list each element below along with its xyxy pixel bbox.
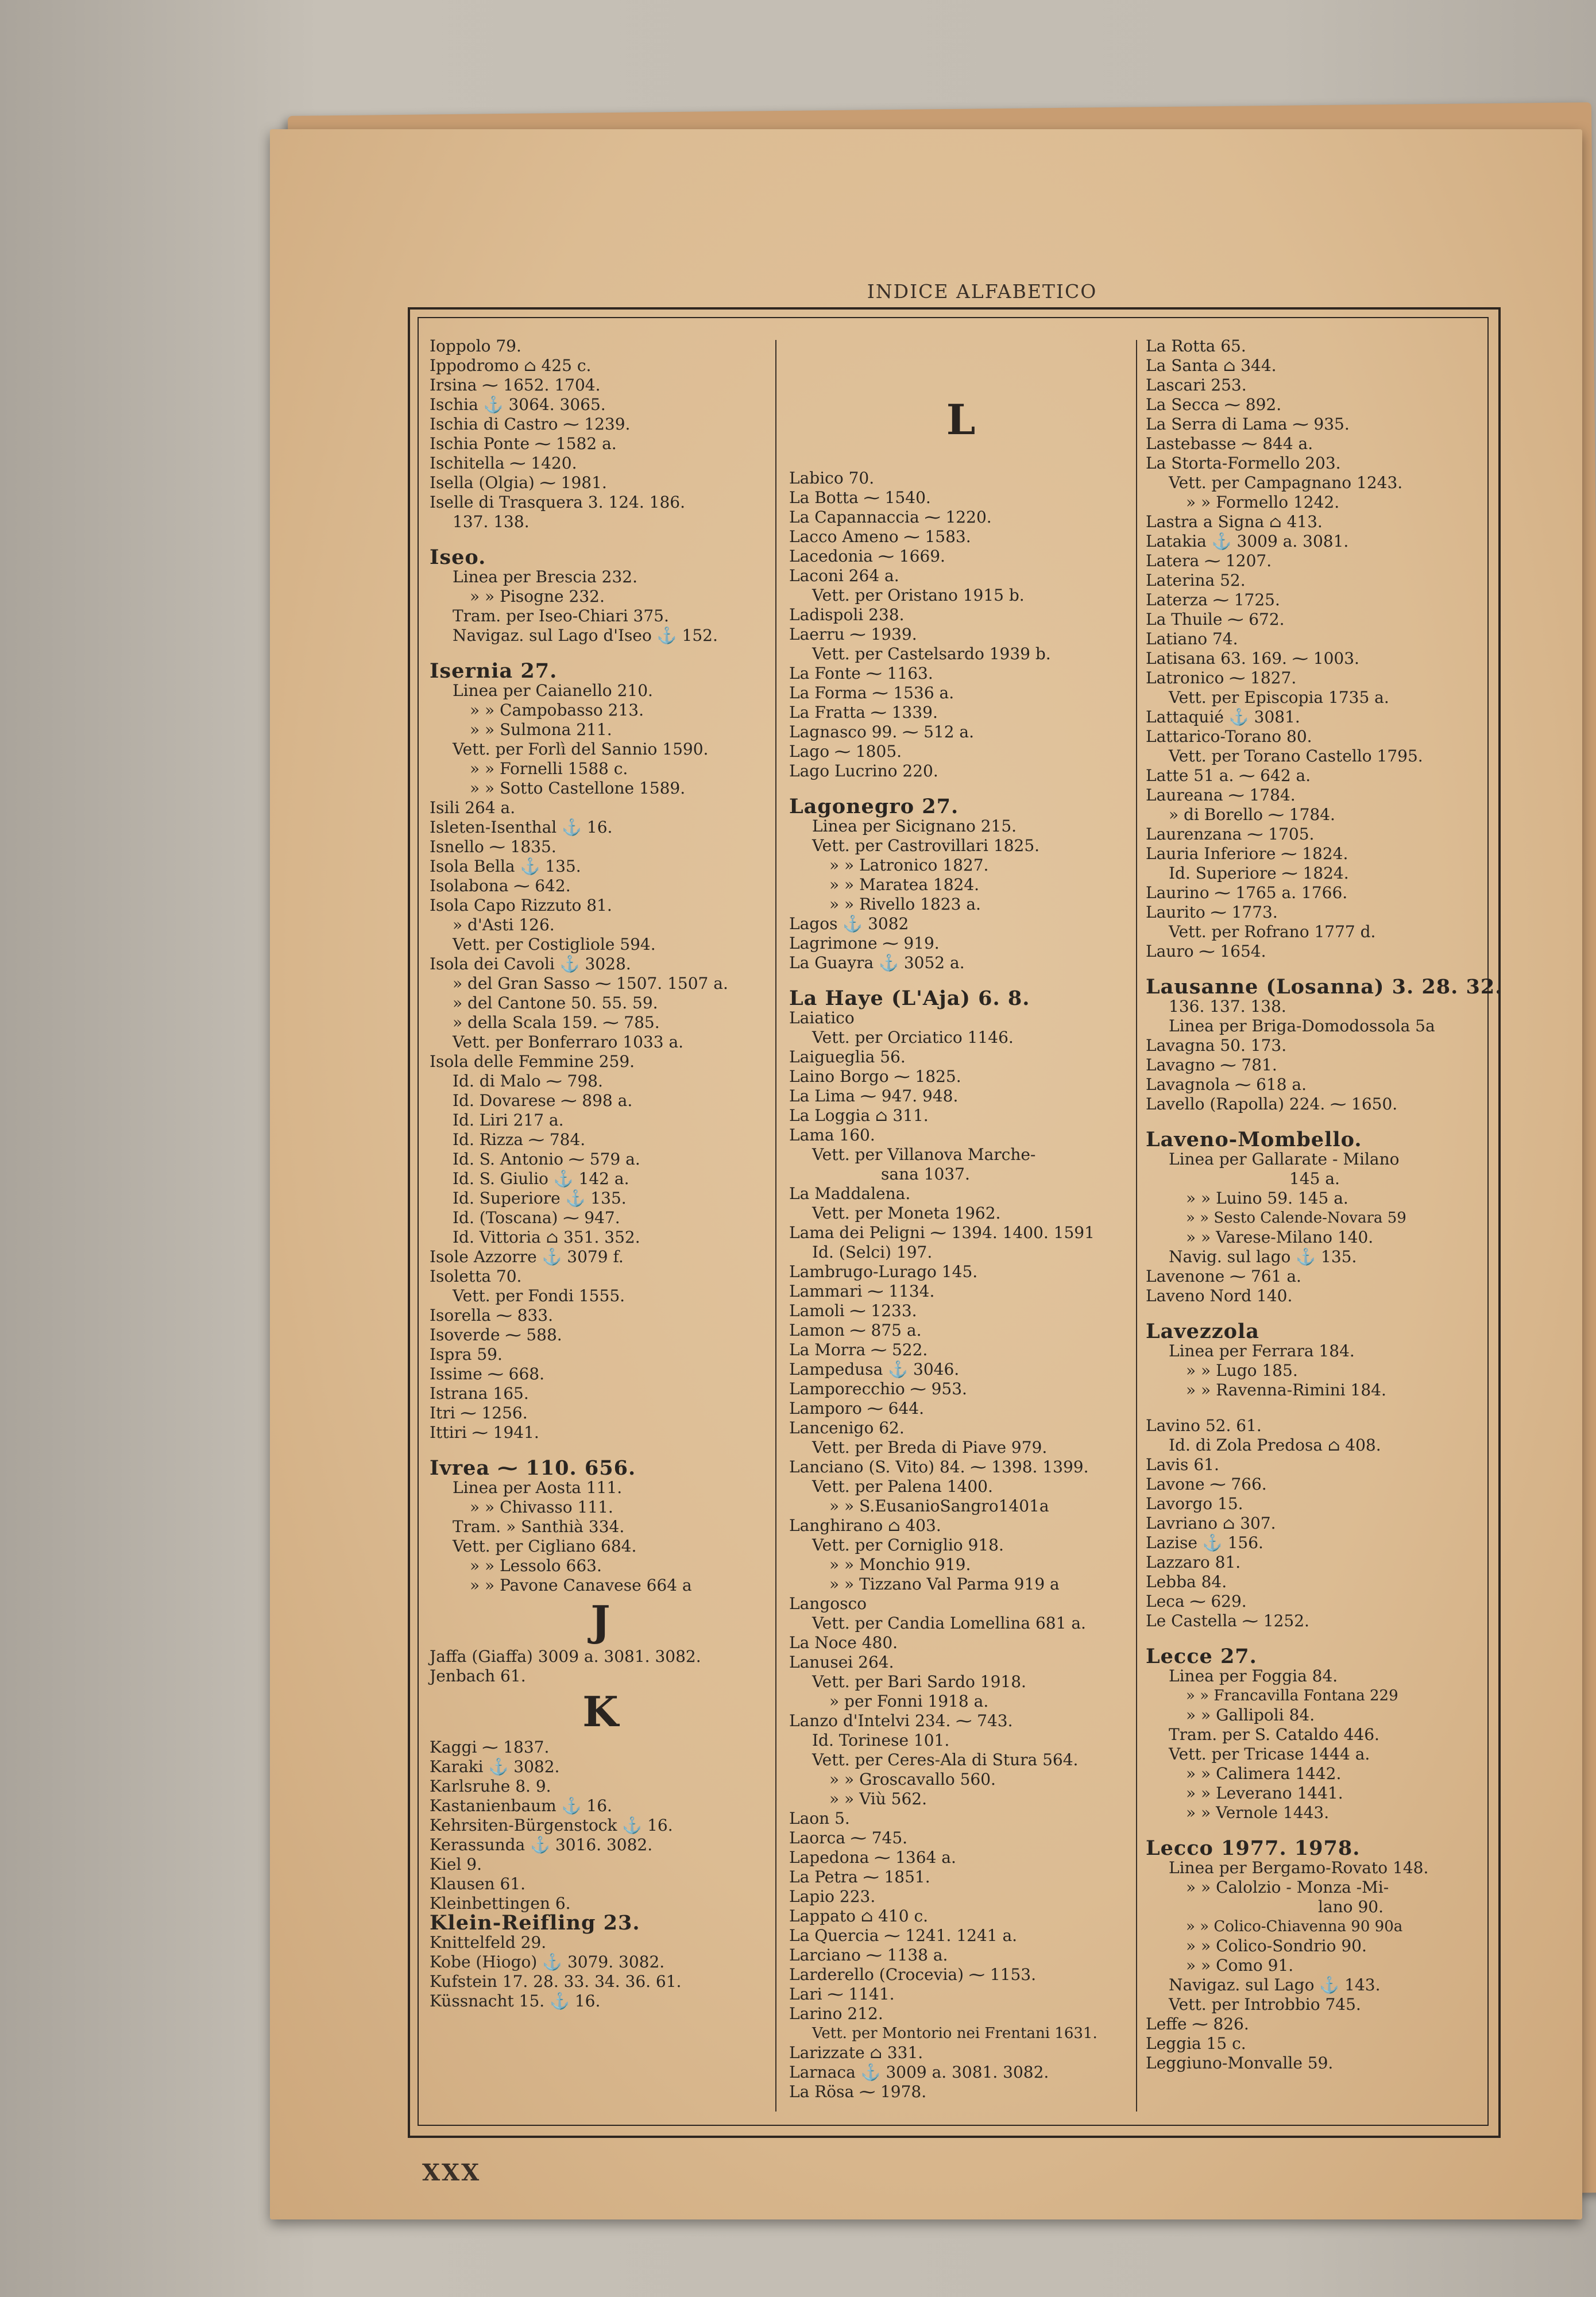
index-entry: Leca ⁓ 629. [1146,1592,1247,1611]
index-entry: La Quercia ⁓ 1241. 1241 a. [789,1926,1018,1945]
index-entry: Laurenzana ⁓ 1705. [1146,825,1315,844]
index-subentry: Vett. per Rofrano 1777 d. [1169,922,1376,941]
index-subentry: Vett. per Ceres-Ala di Stura 564. [812,1750,1079,1769]
index-entry: Lavello (Rapolla) 224. ⁓ 1650. [1146,1095,1398,1113]
section-letter-k: K [582,1687,619,1736]
index-subentry: Vett. per Bonferraro 1033 a. [453,1033,684,1051]
index-entry: Küssnacht 15. ⚓ 16. [430,1991,601,2010]
index-subentry: » » Lessolo 663. [470,1556,602,1575]
index-subentry: » » Sesto Calende-Novara 59 [1186,1209,1406,1227]
index-entry: Labico 70. [789,469,875,488]
index-entry: Isole Azzorre ⚓ 3079 f. [430,1247,624,1266]
index-subentry: Tram. per S. Cataldo 446. [1169,1725,1379,1744]
index-subentry: Navig. sul lago ⚓ 135. [1169,1247,1357,1266]
index-entry: Ischitella ⁓ 1420. [430,454,577,473]
index-entry: La Botta ⁓ 1540. [789,488,931,507]
index-entry: Lascari 253. [1146,376,1247,395]
index-subentry: » » Tizzano Val Parma 919 a [829,1575,1060,1594]
index-entry: Laterza ⁓ 1725. [1146,590,1280,609]
index-entry: Lazzaro 81. [1146,1553,1241,1572]
index-subentry: Linea per Gallarate - Milano [1169,1150,1400,1169]
index-entry: Lattarico-Torano 80. [1146,727,1312,746]
index-subentry: Id. Superiore ⁓ 1824. [1169,864,1349,883]
index-entry: Issime ⁓ 668. [430,1364,545,1383]
index-entry: Lanciano (S. Vito) 84. ⁓ 1398. 1399. [789,1457,1089,1476]
index-subentry: Vett. per Oristano 1915 b. [812,586,1025,605]
index-subentry: Vett. per Villanova Marche- [812,1145,1036,1164]
index-entry-continuation: 137. 138. [453,512,530,531]
index-subentry: Vett. per Torano Castello 1795. [1169,747,1423,765]
index-entry: Lastra a Signa ⌂ 413. [1146,512,1323,531]
index-entry: Isleten-Isenthal ⚓ 16. [430,818,613,837]
index-entry: Isili 264 a. [430,798,516,817]
index-heading: Lavezzola [1146,1320,1259,1343]
index-entry: Karlsruhe 8. 9. [430,1777,551,1796]
section-letter-j: J [590,1596,610,1645]
index-subentry: » per Fonni 1918 a. [829,1692,989,1711]
index-entry: Larderello (Crocevia) ⁓ 1153. [789,1965,1036,1984]
index-entry: Jaffa (Giaffa) 3009 a. 3081. 3082. [430,1647,701,1666]
index-entry: Laveno Nord 140. [1146,1286,1293,1305]
index-entry: Isolabona ⁓ 642. [430,876,571,895]
index-subentry: » » Calolzio - Monza -Mi- [1186,1878,1389,1897]
index-entry: Lama dei Peligni ⁓ 1394. 1400. 1591 [789,1223,1095,1242]
index-entry: La Santa ⌂ 344. [1146,356,1277,375]
index-entry: Isnello ⁓ 1835. [430,837,557,856]
index-entry: Isola Capo Rizzuto 81. [430,896,612,915]
index-entry: Isoverde ⁓ 588. [430,1325,562,1344]
index-subentry: Linea per Briga-Domodossola 5a [1169,1016,1435,1035]
index-entry: Kufstein 17. 28. 33. 34. 36. 61. [430,1972,682,1991]
index-heading: Klein-Reifling 23. [430,1911,640,1935]
index-subentry: Id. Dovarese ⁓ 898 a. [453,1091,633,1110]
index-subentry: » » Campobasso 213. [470,701,644,720]
index-entry: Lama 160. [789,1126,875,1144]
index-subentry: » » Fornelli 1588 c. [470,759,628,778]
index-entry: Jenbach 61. [430,1666,526,1685]
index-subentry-continuation: sana 1037. [881,1165,970,1184]
index-subentry: » » Leverano 1441. [1186,1784,1343,1803]
index-subentry: Linea per Bergamo-Rovato 148. [1169,1858,1429,1877]
index-subentry-continuation: lano 90. [1318,1897,1384,1916]
index-heading: Iseo. [430,546,486,569]
index-subentry: » » Sulmona 211. [470,720,612,739]
index-entry: Laureana ⁓ 1784. [1146,786,1296,805]
index-subentry: Vett. per Orciatico 1146. [812,1028,1014,1047]
index-subentry: Vett. per Castelsardo 1939 b. [812,644,1051,663]
index-entry: Lamporecchio ⁓ 953. [789,1379,967,1398]
index-entry: Le Castella ⁓ 1252. [1146,1611,1309,1630]
index-subentry: Id. S. Giulio ⚓ 142 a. [453,1169,629,1188]
index-entry: Laon 5. [789,1809,850,1828]
index-subentry: » » Gallipoli 84. [1186,1706,1315,1724]
index-entry: Latte 51 a. ⁓ 642 a. [1146,766,1311,785]
index-entry: Isella (Olgia) ⁓ 1981. [430,473,607,492]
index-entry: Lagrimone ⁓ 919. [789,934,940,953]
index-subentry: » della Scala 159. ⁓ 785. [453,1013,660,1032]
index-heading: Lausanne (Losanna) 3. 28. 32. [1146,975,1503,999]
index-entry: Ischia di Castro ⁓ 1239. [430,415,631,434]
index-entry: Laigueglia 56. [789,1047,906,1066]
column-rule-left [775,340,776,2112]
index-entry: La Petra ⁓ 1851. [789,1867,930,1886]
index-entry: Lavis 61. [1146,1455,1219,1474]
index-subentry: » » Pisogne 232. [470,587,605,606]
index-entry: Lavagno ⁓ 781. [1146,1055,1277,1074]
index-subentry: » » Maratea 1824. [829,875,980,894]
index-entry: Latisana 63. 169. ⁓ 1003. [1146,649,1359,668]
index-subentry: Id. Superiore ⚓ 135. [453,1189,627,1208]
index-subentry-continuation: 145 a. [1289,1169,1340,1188]
index-subentry: » » Luino 59. 145 a. [1186,1189,1348,1208]
index-entry: La Guayra ⚓ 3052 a. [789,953,965,972]
index-subentry: Linea per Sicignano 215. [812,817,1017,836]
index-entry: Lavino 52. 61. [1146,1416,1262,1435]
index-subentry: » » Groscavallo 560. [829,1770,996,1789]
index-entry: Lebba 84. [1146,1572,1227,1591]
index-subentry: Id. Torinese 101. [812,1731,950,1750]
index-subentry: » del Cantone 50. 55. 59. [453,993,658,1012]
index-subentry: Vett. per Cigliano 684. [453,1537,637,1556]
index-subentry: Id. di Malo ⁓ 798. [453,1072,603,1091]
index-subentry: » » Formello 1242. [1186,493,1340,512]
index-subentry: » » Vernole 1443. [1186,1803,1330,1822]
index-subentry: » del Gran Sasso ⁓ 1507. 1507 a. [453,974,728,993]
index-subentry: Vett. per Costigliole 594. [453,935,656,954]
index-subentry: Linea per Caianello 210. [453,681,653,700]
index-entry: Isorella ⁓ 833. [430,1306,553,1325]
index-entry: Lago ⁓ 1805. [789,742,902,761]
index-entry: Larciano ⁓ 1138 a. [789,1946,948,1965]
index-entry: Latronico ⁓ 1827. [1146,668,1297,687]
index-entry: Lanusei 264. [789,1653,894,1672]
index-entry: Istrana 165. [430,1384,529,1403]
index-entry: La Thuile ⁓ 672. [1146,610,1285,629]
index-entry: Isola Bella ⚓ 135. [430,857,581,876]
index-entry: La Capannaccia ⁓ 1220. [789,508,992,527]
index-entry: Klausen 61. [430,1874,526,1893]
index-entry: Larizzate ⌂ 331. [789,2043,923,2062]
index-subentry: » » Pavone Canavese 664 a [470,1576,692,1595]
index-subentry: » » Calimera 1442. [1186,1764,1342,1783]
index-entry: Kehrsiten-Bürgenstock ⚓ 16. [430,1816,673,1835]
index-entry: Irsina ⁓ 1652. 1704. [430,376,601,395]
index-entry: Laurito ⁓ 1773. [1146,903,1278,922]
index-entry: Lamporo ⁓ 644. [789,1399,925,1418]
index-subentry: Linea per Brescia 232. [453,567,637,586]
index-subentry: » » Varese-Milano 140. [1186,1228,1374,1247]
index-subentry: Linea per Foggia 84. [1169,1666,1338,1685]
index-entry: Lago Lucrino 220. [789,761,938,780]
index-subentry: » » Sotto Castellone 1589. [470,779,686,798]
index-heading: Laveno-Mombello. [1146,1128,1362,1151]
index-entry-continuation: 136. 137. 138. [1169,997,1286,1016]
index-entry: Lacco Ameno ⁓ 1583. [789,527,971,546]
index-entry: Kastanienbaum ⚓ 16. [430,1796,612,1815]
index-column-1 [430,337,771,2011]
index-subentry: » di Borello ⁓ 1784. [1169,805,1335,824]
index-entry: Lacedonia ⁓ 1669. [789,547,945,566]
index-entry: Ioppolo 79. [430,337,521,355]
index-entry: Iselle di Trasquera 3. 124. 186. [430,493,685,512]
index-subentry: Navigaz. sul Lago ⚓ 143. [1169,1975,1381,1994]
index-heading: Lecco 1977. 1978. [1146,1836,1361,1860]
index-entry: La Maddalena. [789,1184,911,1203]
index-subentry: » d'Asti 126. [453,915,555,934]
index-entry: Larnaca ⚓ 3009 a. 3081. 3082. [789,2063,1049,2082]
index-subentry: » » Latronico 1827. [829,856,989,875]
index-entry: Latiano 74. [1146,629,1238,648]
index-subentry: Id. (Toscana) ⁓ 947. [453,1208,620,1227]
index-subentry: » » S.EusanioSangro1401a [829,1496,1049,1515]
index-entry: La Rösa ⁓ 1978. [789,2082,927,2101]
index-entry: La Loggia ⌂ 311. [789,1106,929,1125]
index-entry: Ischia Ponte ⁓ 1582 a. [430,434,617,453]
index-entry: Lagnasco 99. ⁓ 512 a. [789,722,975,741]
index-entry: Lavriano ⌂ 307. [1146,1514,1276,1533]
index-entry: La Serra di Lama ⁓ 935. [1146,415,1350,434]
index-entry: Leggia 15 c. [1146,2034,1246,2053]
index-subentry: Vett. per Campagnano 1243. [1169,473,1403,492]
index-entry: La Noce 480. [789,1633,898,1652]
index-entry: La Rotta 65. [1146,337,1246,355]
index-subentry: » » Monchio 919. [829,1555,971,1574]
page-number-roman: XXX [422,2159,481,2186]
index-subentry: Vett. per Bari Sardo 1918. [812,1672,1026,1691]
index-entry: Itri ⁓ 1256. [430,1403,528,1422]
index-subentry: Tram. per Iseo-Chiari 375. [453,606,669,625]
index-entry: La Forma ⁓ 1536 a. [789,683,954,702]
index-entry: Lavagna 50. 173. [1146,1036,1287,1055]
index-subentry: Navigaz. sul Lago d'Iseo ⚓ 152. [453,626,718,645]
index-subentry: Linea per Aosta 111. [453,1478,623,1497]
index-entry: La Secca ⁓ 892. [1146,395,1282,414]
index-entry: Lamon ⁓ 875 a. [789,1321,922,1340]
index-heading: Ivrea ⁓ 110. 656. [430,1456,636,1480]
index-subentry: » » Rivello 1823 a. [829,895,981,914]
index-subentry: » » Colico-Sondrio 90. [1186,1936,1367,1955]
index-column-2 [789,337,1133,2102]
section-letter-l: L [946,395,976,444]
index-entry: Lauro ⁓ 1654. [1146,942,1266,961]
index-entry: Lancenigo 62. [789,1418,905,1437]
index-entry: Kiel 9. [430,1855,482,1874]
index-subentry: Vett. per Forlì del Sannio 1590. [453,740,709,759]
index-entry: Lappato ⌂ 410 c. [789,1907,929,1925]
index-entry: Laterina 52. [1146,571,1246,590]
index-entry: Lammari ⁓ 1134. [789,1282,935,1301]
index-entry: Lambrugo-Lurago 145. [789,1262,978,1281]
index-entry: Lauria Inferiore ⁓ 1824. [1146,844,1348,863]
index-subentry: » » Viù 562. [829,1789,928,1808]
index-entry: Lavenone ⁓ 761 a. [1146,1267,1301,1286]
index-entry: Ippodromo ⌂ 425 c. [430,356,592,375]
column-rule-right [1136,340,1137,2112]
index-entry: Lazise ⚓ 156. [1146,1533,1263,1552]
index-subentry: Vett. per Tricase 1444 a. [1169,1745,1370,1764]
index-entry: Knittelfeld 29. [430,1933,547,1952]
index-entry: Lattaquié ⚓ 3081. [1146,707,1300,726]
index-subentry: Id. S. Antonio ⁓ 579 a. [453,1150,640,1169]
index-entry: La Lima ⁓ 947. 948. [789,1086,959,1105]
index-entry: Ladispoli 238. [789,605,905,624]
index-subentry: Vett. per Breda di Piave 979. [812,1438,1048,1457]
index-entry: Isoletta 70. [430,1267,522,1286]
index-entry: Leffe ⁓ 826. [1146,2014,1249,2033]
index-subentry: Vett. per Montorio nei Frentani 1631. [812,2025,1098,2042]
index-entry: Karaki ⚓ 3082. [430,1757,560,1776]
index-subentry: » » Colico-Chiavenna 90 90a [1186,1918,1403,1935]
index-subentry: » » Como 91. [1186,1956,1294,1975]
index-subentry: Vett. per Palena 1400. [812,1477,993,1496]
index-entry: Kobe (Hiogo) ⚓ 3079. 3082. [430,1952,665,1971]
index-subentry: Id. Vittoria ⌂ 351. 352. [453,1228,640,1247]
index-subentry: Tram. » Santhià 334. [453,1517,625,1536]
index-subentry: Id. (Selci) 197. [812,1243,933,1262]
index-column-3 [1146,337,1503,2073]
index-entry: Laconi 264 a. [789,566,899,585]
index-entry: Lastebasse ⁓ 844 a. [1146,434,1313,453]
index-subentry: Id. Liri 217 a. [453,1111,564,1130]
index-heading: Lecce 27. [1146,1645,1257,1668]
index-entry: Laerru ⁓ 1939. [789,625,917,644]
running-head: INDICE ALFABETICO [867,280,1098,303]
index-heading: Lagonegro 27. [789,795,959,818]
index-subentry: » » Ravenna-Rimini 184. [1186,1380,1386,1399]
index-entry: Langhirano ⌂ 403. [789,1516,941,1535]
index-entry: Larino 212. [789,2004,883,2023]
index-subentry: Vett. per Castrovillari 1825. [812,836,1040,855]
index-heading: La Haye (L'Aja) 6. 8. [789,987,1030,1010]
index-subentry: » » Francavilla Fontana 229 [1186,1687,1398,1704]
index-entry: Lari ⁓ 1141. [789,1985,895,2004]
index-heading: Isernia 27. [430,659,558,683]
index-subentry: Vett. per Candia Lomellina 681 a. [812,1614,1086,1633]
index-subentry: Vett. per Fondi 1555. [453,1286,625,1305]
index-entry: Lagos ⚓ 3082 [789,914,909,933]
index-entry: Isola delle Femmine 259. [430,1052,635,1071]
index-entry: Kerassunda ⚓ 3016. 3082. [430,1835,653,1854]
index-entry: La Storta-Formello 203. [1146,454,1341,473]
index-entry: Lavagnola ⁓ 618 a. [1146,1075,1307,1094]
index-entry: Laorca ⁓ 745. [789,1828,908,1847]
index-subentry: Vett. per Moneta 1962. [812,1204,1001,1223]
index-entry: Ispra 59. [430,1345,503,1364]
index-entry: La Fonte ⁓ 1163. [789,664,933,683]
index-subentry: Vett. per Episcopia 1735 a. [1169,688,1389,707]
index-entry: Lanzo d'Intelvi 234. ⁓ 743. [789,1711,1013,1730]
index-entry: Ittiri ⁓ 1941. [430,1423,539,1442]
index-subentry: Vett. per Corniglio 918. [812,1536,1004,1554]
index-entry: Laurino ⁓ 1765 a. 1766. [1146,883,1348,902]
index-subentry: Id. Rizza ⁓ 784. [453,1130,586,1149]
index-entry: Lamoli ⁓ 1233. [789,1301,917,1320]
index-entry: Kleinbettingen 6. [430,1894,571,1913]
index-entry: Lavone ⁓ 766. [1146,1475,1267,1494]
index-subentry: Vett. per Introbbio 745. [1169,1995,1361,2014]
index-subentry: » » Lugo 185. [1186,1361,1298,1380]
index-entry: Isola dei Cavoli ⚓ 3028. [430,954,631,973]
index-entry: Lapedona ⁓ 1364 a. [789,1848,956,1867]
index-entry: La Fratta ⁓ 1339. [789,703,938,722]
index-entry: La Morra ⁓ 522. [789,1340,928,1359]
index-entry: Lavorgo 15. [1146,1494,1243,1513]
index-subentry: Id. di Zola Predosa ⌂ 408. [1169,1436,1381,1455]
index-entry: Leggiuno-Monvalle 59. [1146,2054,1334,2072]
index-subentry: Linea per Ferrara 184. [1169,1341,1355,1360]
index-subentry: » » Chivasso 111. [470,1498,613,1517]
index-entry: Latera ⁓ 1207. [1146,551,1272,570]
index-entry: Laino Borgo ⁓ 1825. [789,1067,961,1086]
index-entry: Lapio 223. [789,1887,876,1906]
index-entry: Lampedusa ⚓ 3046. [789,1360,960,1379]
index-entry: Latakia ⚓ 3009 a. 3081. [1146,532,1349,551]
index-entry: Kaggi ⁓ 1837. [430,1738,550,1757]
index-entry: Langosco [789,1594,867,1613]
index-entry: Laiatico [789,1008,855,1027]
index-entry: Ischia ⚓ 3064. 3065. [430,395,606,414]
